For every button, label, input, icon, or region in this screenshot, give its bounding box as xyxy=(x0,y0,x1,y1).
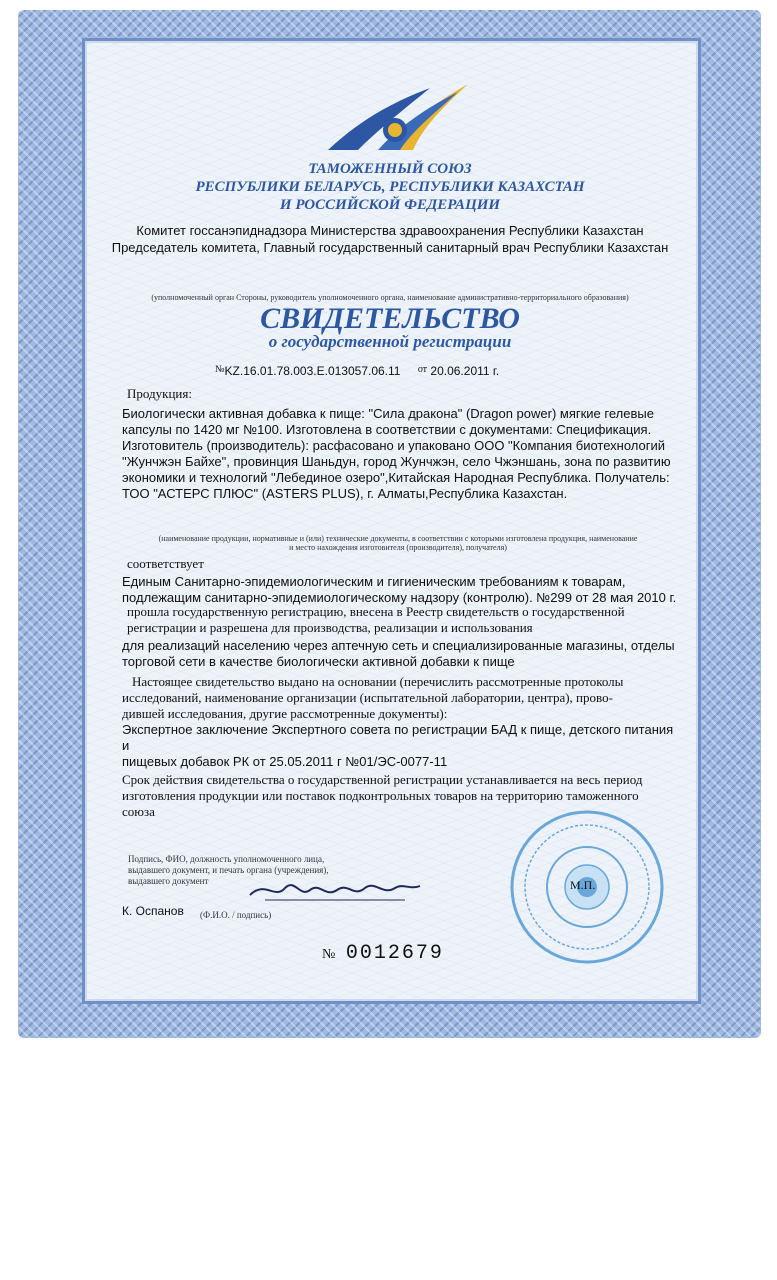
signature-caption-1: Подпись, ФИО, должность уполномоченного лица, xyxy=(128,854,325,864)
signatory-name-caption: (Ф.И.О. / подпись) xyxy=(200,910,272,920)
certificate-title: СВИДЕТЕЛЬСТВО xyxy=(260,302,520,335)
union-title-line2: РЕСПУБЛИКИ БЕЛАРУСЬ, РЕСПУБЛИКИ КАЗАХСТАН xyxy=(195,179,585,195)
product-caption-2: и место нахождения изготовителя (производителя), получателя) xyxy=(289,543,507,552)
union-title-line1: ТАМОЖЕННЫЙ СОЮЗ xyxy=(308,161,472,177)
basis-line2: исследований, наименование организации (испытательной лаборатории, центра), прово- xyxy=(122,690,613,705)
handwritten-signature xyxy=(245,870,425,910)
compliance-line1: Единым Санитарно-эпидемиологическим и гигиеническим требованиям к товарам, xyxy=(122,574,626,589)
product-line: ТОО "АСТЕРС ПЛЮС" (ASTERS PLUS), г. Алматы,Республика Казахстан. xyxy=(122,486,568,501)
signature-caption-2: выдавшего документ, и печать органа (учреждения), xyxy=(128,865,329,875)
customs-union-emblem xyxy=(318,82,468,154)
basis-line1: Настоящее свидетельство выдано на основании (перечислить рассмотренные протоколы xyxy=(132,674,624,689)
authority-line2: Председатель комитета, Главный государственный санитарный врач Республики Казахстан xyxy=(111,240,669,255)
registration-statement-1: прошла государственную регистрацию, внесена в Реестр свидетельств о государственной xyxy=(127,604,625,619)
use-line1: для реализаций населению через аптечную сеть и специализированные магазины, отделы xyxy=(122,638,675,653)
product-line: "Жунчжэн Байхе", провинция Шаньдун, город Жунчжэн, село Чжэншань, зона по развитию xyxy=(122,454,671,469)
validity-line3: союза xyxy=(122,804,155,819)
seal-place-label: М.П. xyxy=(570,878,596,892)
product-line: Биологически активная добавка к пище: "Сила дракона" (Dragon power) мягкие гелевые xyxy=(122,406,654,421)
signatory-name: К. Оспанов xyxy=(122,904,184,918)
registration-number: KZ.16.01.78.003.E.013057.06.11 xyxy=(224,364,401,378)
compliance-line2: подлежащим санитарно-эпидемиологическому надзору (контролю). №299 от 28 мая 2010 г. xyxy=(122,590,677,605)
serial-number: 0012679 xyxy=(345,942,444,965)
basis-line3: дившей исследования, другие рассмотренные документы): xyxy=(122,706,448,721)
product-line: Изготовитель (производитель): расфасовано и упаковано ООО "Компания биотехнологий xyxy=(122,438,666,453)
registration-statement-2: регистрации и разрешена для производства, реализации и использования xyxy=(127,620,533,635)
reg-no-label: № xyxy=(215,364,225,375)
union-title-line3: И РОССИЙСКОЙ ФЕДЕРАЦИИ xyxy=(279,197,501,213)
compliance-label: соответствует xyxy=(127,556,204,571)
product-description xyxy=(122,406,682,502)
product-line: экономики и технологий "Лебединое озеро",Китайская Народная Республика. Получатель: xyxy=(122,470,670,485)
reg-date-label: от xyxy=(417,364,428,375)
serial-prefix: № xyxy=(322,947,336,962)
authority-line1: Комитет госсанэпиднадзора Министерства здравоохранения Республики Казахстан xyxy=(136,223,644,238)
basis-doc2: пищевых добавок РК от 25.05.2011 г №01/ЭС-0077-11 xyxy=(122,754,448,769)
signature-caption-3: выдавшего документ xyxy=(128,876,209,886)
use-line2: торговой сети в качестве биологически активной добавки к пище xyxy=(122,654,515,669)
product-label: Продукция: xyxy=(127,386,192,401)
registration-date: 20.06.2011 г. xyxy=(430,364,500,378)
product-caption-1: (наименование продукции, нормативные и (или) технические документы, в соответствии с которыми изготовлена продукция, наименование xyxy=(158,534,638,543)
validity-line2: изготовления продукции или поставок подконтрольных товаров на территорию таможенного xyxy=(122,788,639,803)
basis-doc1: Экспертное заключение Экспертного совета по регистрации БАД к пище, детского питания и xyxy=(122,722,674,753)
authority-caption: (уполномоченный орган Стороны, руководитель уполномоченного органа, наименование административно-территориального образования) xyxy=(151,293,629,302)
product-line: капсулы по 1420 мг №100. Изготовлена в соответствии с документами: Спецификация. xyxy=(122,422,652,437)
validity-line1: Срок действия свидетельства о государственной регистрации устанавливается на весь период xyxy=(122,772,643,787)
certificate-subtitle: о государственной регистрации xyxy=(268,332,512,351)
